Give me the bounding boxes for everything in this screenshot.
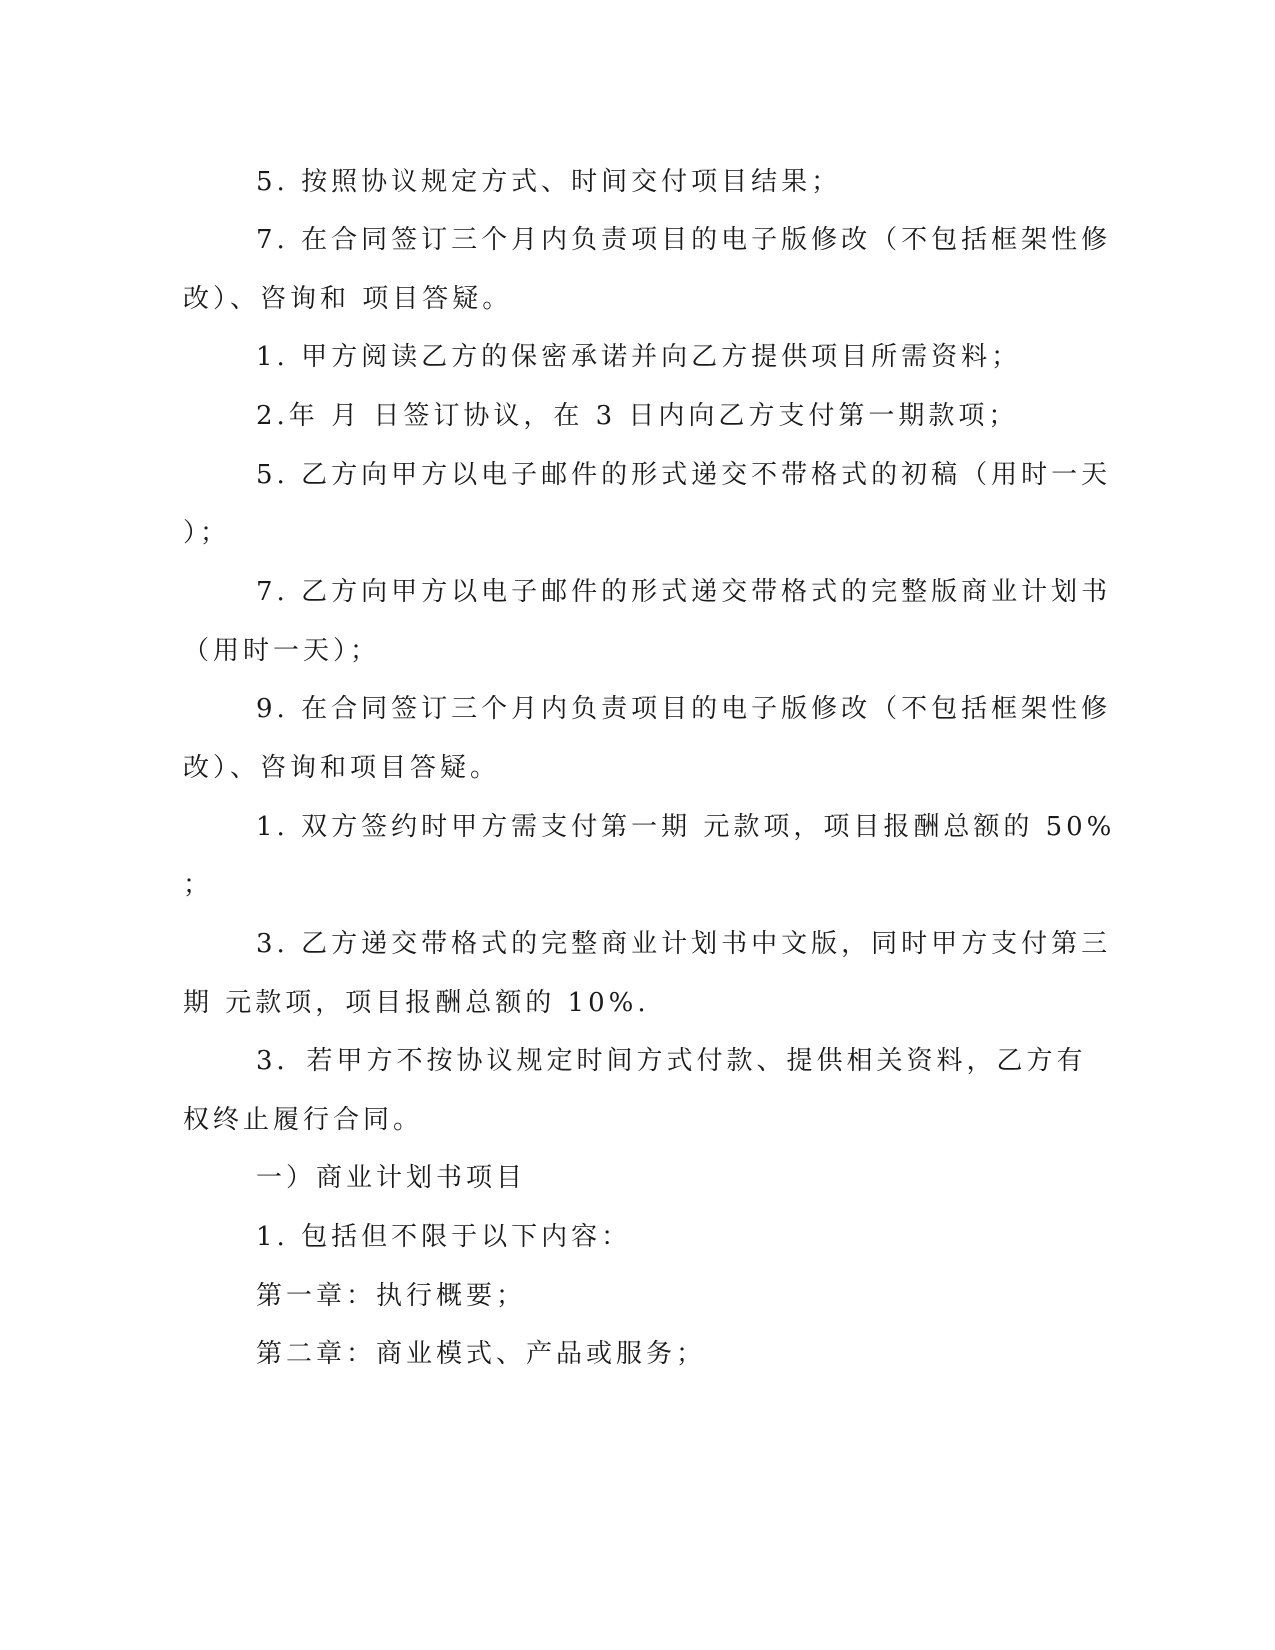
text-line: 9. 在合同签订三个月内负责项目的电子版修改（不包括框架性修 (256, 694, 1112, 724)
text-line: 5. 乙方向甲方以电子邮件的形式递交不带格式的初稿（用时一天 (256, 460, 1112, 490)
text-line: 期 元款项，项目报酬总额的 10%. (183, 988, 650, 1018)
text-line: 1. 包括但不限于以下内容： (256, 1222, 632, 1252)
text-line: 2.年 月 日签订协议，在 3 日内向乙方支付第一期款项； (256, 401, 1019, 431)
text-line: 一）商业计划书项目 (256, 1163, 527, 1193)
text-line: 第一章：执行概要； (256, 1281, 527, 1311)
text-line: ； (183, 870, 214, 900)
text-line: 7. 在合同签订三个月内负责项目的电子版修改（不包括框架性修 (256, 225, 1112, 255)
text-line: 1. 双方签约时甲方需支付第一期 元款项，项目报酬总额的 50% (256, 812, 1116, 842)
text-line: 第二章：商业模式、产品或服务； (256, 1339, 707, 1369)
text-line: 改）、咨询和项目答疑。 (183, 753, 501, 783)
text-line: 改）、咨询和 项目答疑。 (183, 284, 513, 314)
text-line: （用时一天）； (183, 636, 381, 666)
text-line: 权终止履行合同。 (183, 1105, 424, 1135)
text-line: 5. 按照协议规定方式、时间交付项目结果； (256, 167, 842, 197)
text-line: ）； (183, 518, 231, 548)
text-line: 3．若甲方不按协议规定时间方式付款、提供相关资料，乙方有 (256, 1046, 1087, 1076)
text-line: 1. 甲方阅读乙方的保密承诺并向乙方提供项目所需资料； (256, 342, 1022, 372)
text-line: 3. 乙方递交带格式的完整商业计划书中文版，同时甲方支付第三 (256, 929, 1112, 959)
text-line: 7. 乙方向甲方以电子邮件的形式递交带格式的完整版商业计划书 (256, 577, 1112, 607)
